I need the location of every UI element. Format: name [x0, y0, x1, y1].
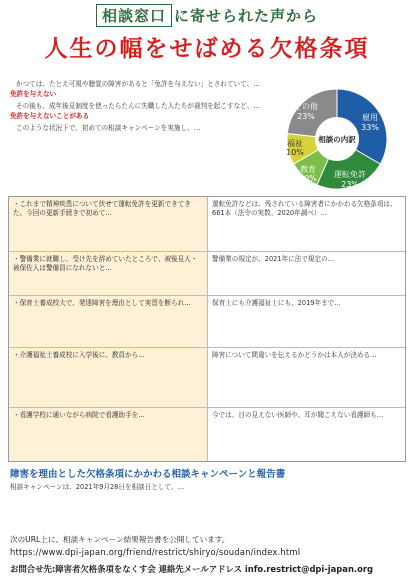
- report-url-link[interactable]: https://www.dpi-japan.org/friend/restrict/shiryo/soudan/index.html: [10, 547, 301, 557]
- table-row: [9, 295, 405, 347]
- pie-label-unten: 運転免許: [334, 170, 366, 179]
- consultation-response: 警備業の規定が、2021年に法で規定の…: [207, 252, 405, 295]
- footer-title: 障害を理由とした欠格条項にかかわる相談キャンペーンと報告書: [10, 469, 286, 480]
- header-subtitle: [0, 4, 414, 27]
- pie-chart-svg: [266, 80, 408, 198]
- pie-label-kyouiku: 教育: [300, 165, 316, 174]
- consultation-voice: ・介護福祉士養成校に入学後に、教員から…: [9, 348, 207, 407]
- footer-body: 相談キャンペーンは、2021年9月28日を相談日として、…: [10, 483, 185, 491]
- consultation-voice: ・保育士養成校大で、発達障害を理由として実習を断られ…: [9, 296, 207, 347]
- intro-paragraph-3: このような状況下で、初めての相談キャンペーンを実施し、…: [16, 124, 201, 132]
- consultation-voice: ・これまで精神疾患について伏せて運転免許を更新できてきた。今回の更新手続きで初めて…: [9, 197, 207, 251]
- table-row: [9, 197, 405, 251]
- consultation-response: 今では、目の見えない医師や、耳が聞こえない看護師も…: [207, 408, 405, 461]
- footer: [10, 466, 406, 575]
- consultation-table: [8, 196, 406, 462]
- pie-label-fukushi: 福祉: [287, 139, 303, 148]
- intro-paragraph-2: その後も、成年後見制度を使ったらたんに失職した人たちが裁判を起こすなど、… 免許を与えないことがある: [10, 102, 260, 120]
- pie-pct-fukushi: 10%: [286, 148, 304, 157]
- consultation-response: 障害について間違いを伝えるかどうかは本人が決める…: [207, 348, 405, 407]
- consultation-voice: ・警備業に就職し、受け先を辞めていたところで、被後見人・被保佐人は警備員になれないと…: [9, 252, 207, 295]
- table-row: [9, 407, 405, 461]
- intro-text: [10, 80, 260, 198]
- pie-pct-unten: 23%: [341, 180, 359, 189]
- report-url-lead: 次のURL上に、相談キャンペーン結果報告書を公開しています。: [10, 535, 230, 544]
- consultation-response: 保育士にも介護福祉士にも、2019年まで…: [207, 296, 405, 347]
- page-title: 人生の幅をせばめる欠格条項: [44, 36, 370, 62]
- consultation-breakdown-chart: [266, 80, 408, 198]
- pie-pct-sonota: 23%: [297, 112, 315, 121]
- intro-highlight-2: 免許を与えないことがある: [10, 111, 90, 120]
- consultation-response: 運転免許などは、残されている障害者にかかわる欠格条項は、661本（法令の実数、2020年調べ）…: [207, 197, 405, 251]
- table-row: [9, 251, 405, 295]
- intro-highlight-1: 免許を与えない: [10, 89, 57, 98]
- contact-info: お問合せ先:障害者欠格条項をなくす会 連絡先メールアドレス info.restrict@dpi-japan.org: [10, 564, 373, 574]
- intro-paragraph-1: かつては、たとえ可視や聴覚の障害があると「免許を与えない」とされていて、… 免許を与えない: [10, 80, 260, 98]
- table-row: [9, 347, 405, 407]
- header: [0, 0, 414, 78]
- pie-label-koyou: 雇用: [362, 113, 378, 122]
- pie-label-sonota: その他: [294, 102, 318, 111]
- consultation-voice: ・看護学校に通いながら病院で看護助手を…: [9, 408, 207, 461]
- pie-center-label: 相談の内訳: [318, 135, 356, 144]
- header-subtitle-rest: に寄せられた声から: [174, 7, 319, 25]
- pie-pct-koyou: 33%: [361, 123, 379, 132]
- header-subtitle-box: 相談窓口: [96, 4, 172, 27]
- pie-pct-kyouiku: 10%: [299, 174, 317, 183]
